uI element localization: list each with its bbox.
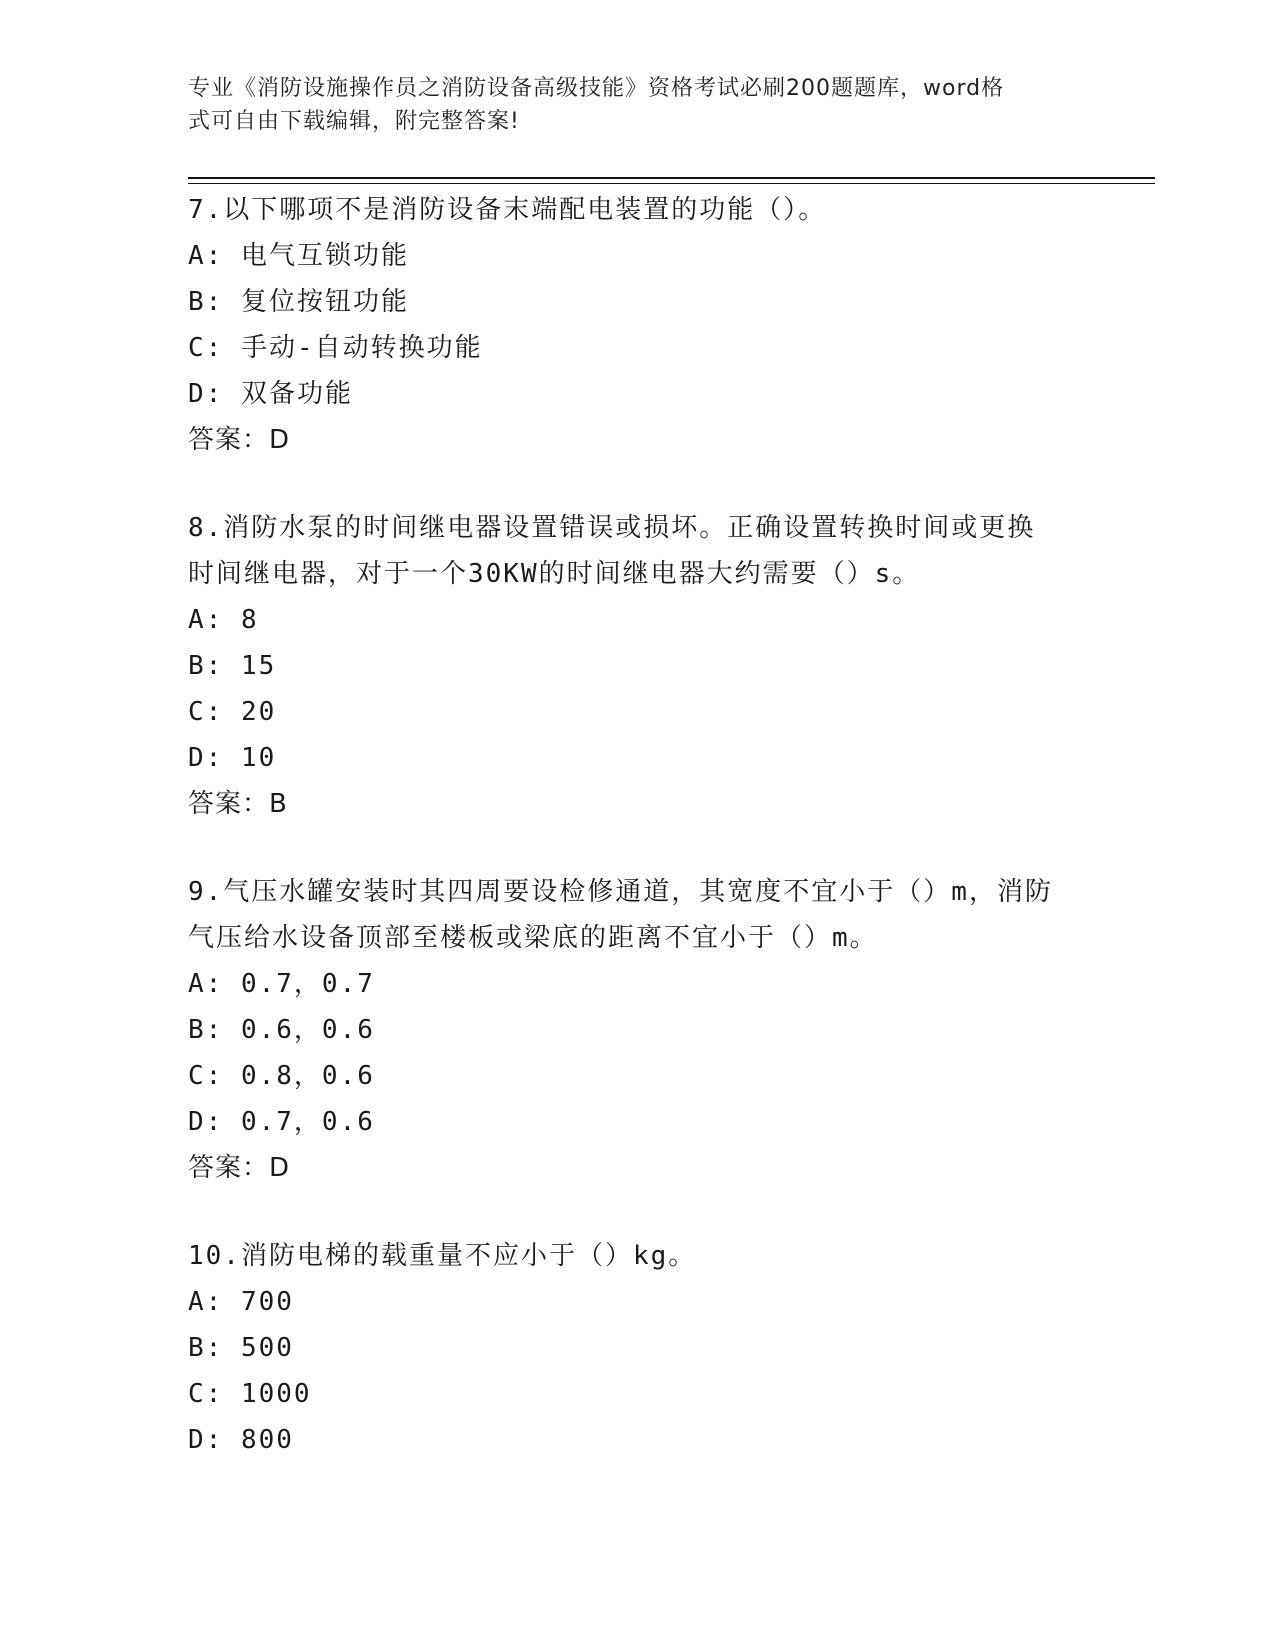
- option-d: D: 0.7，0.6: [188, 1107, 375, 1137]
- question-9: [188, 869, 1088, 1191]
- option-d: D: 10: [188, 743, 277, 773]
- option-b: B: 15: [188, 651, 277, 681]
- option-c: C: 0.8，0.6: [188, 1061, 375, 1091]
- question-10: [188, 1233, 1088, 1463]
- option-c: C: 20: [188, 697, 277, 727]
- option-a: A: 700: [188, 1287, 294, 1317]
- option-a: A: 0.7，0.7: [188, 969, 375, 999]
- question-8: [188, 505, 1088, 827]
- header-divider-thin: [188, 183, 1155, 184]
- answer: 答案：D: [188, 1153, 291, 1183]
- document-header: [188, 72, 1088, 138]
- question-stem: 10.消防电梯的载重量不应小于（）kg。: [188, 1241, 697, 1271]
- header-line-1: 专业《消防设施操作员之消防设备高级技能》资格考试必刷200题题库，word格: [188, 76, 1005, 101]
- header-divider-thick: [188, 177, 1155, 179]
- option-a: A: 8: [188, 605, 259, 635]
- header-line-2: 式可自由下载编辑，附完整答案!: [188, 109, 520, 134]
- answer: 答案：D: [188, 425, 291, 455]
- question-stem: 8.消防水泵的时间继电器设置错误或损坏。正确设置转换时间或更换: [188, 513, 1036, 543]
- option-d: D: 双备功能: [188, 379, 353, 409]
- option-a: A: 电气互锁功能: [188, 241, 409, 271]
- question-7: [188, 187, 1088, 463]
- answer: 答案：B: [188, 789, 288, 819]
- option-b: B: 500: [188, 1333, 294, 1363]
- option-b: B: 0.6，0.6: [188, 1015, 375, 1045]
- option-b: B: 复位按钮功能: [188, 287, 409, 317]
- option-c: C: 手动-自动转换功能: [188, 333, 483, 363]
- question-stem: 9.气压水罐安装时其四周要设检修通道，其宽度不宜小于（）m，消防: [188, 877, 1053, 907]
- question-stem: 7.以下哪项不是消防设备末端配电装置的功能（）。: [188, 195, 827, 225]
- option-d: D: 800: [188, 1425, 294, 1455]
- option-c: C: 1000: [188, 1379, 312, 1409]
- question-stem-cont: 气压给水设备顶部至楼板或梁底的距离不宜小于（）m。: [188, 923, 878, 953]
- question-stem-cont: 时间继电器，对于一个30KW的时间继电器大约需要（）s。: [188, 559, 921, 589]
